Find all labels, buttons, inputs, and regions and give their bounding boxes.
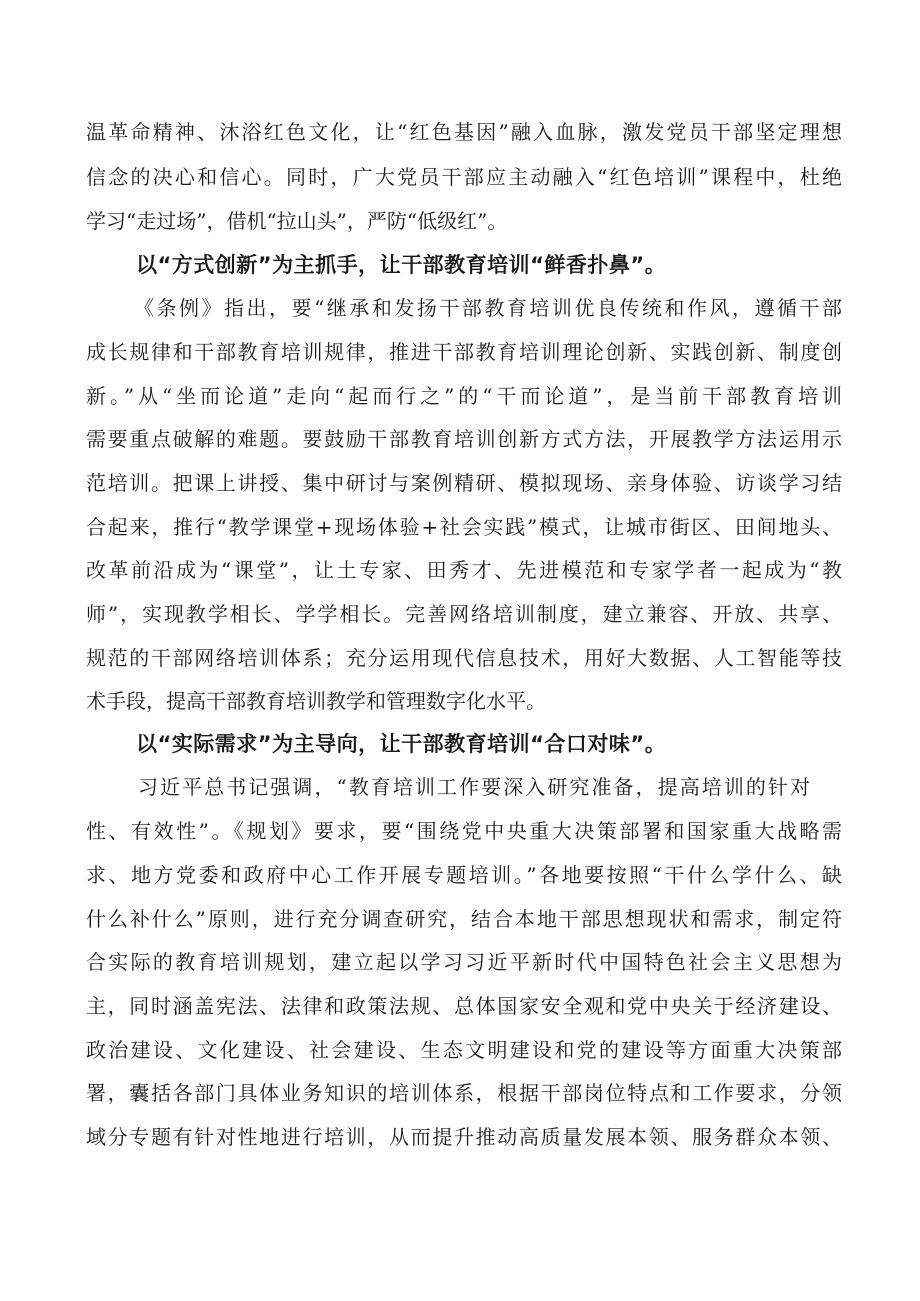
paragraph-line: 术手段，提高干部教育培训教学和管理数字化水平。 <box>86 689 546 713</box>
paragraph-line: 新。”从“坐而论道”走向“起而行之”的“干而论道”，是当前干部教育培训 <box>86 384 842 408</box>
paragraph-line: 合实际的教育培训规划，建立起以学习习近平新时代中国特色社会主义思想为 <box>86 950 842 974</box>
paragraph-line: 《条例》指出，要“继承和发扬干部教育培训优良传统和作风，遵循干部 <box>134 296 842 320</box>
paragraph-line: 政治建设、文化建设、社会建设、生态文明建设和党的建设等方面重大决策部 <box>86 1038 842 1062</box>
paragraph-line: 师”，实现教学相长、学学相长。完善网络培训制度，建立兼容、开放、共享、 <box>86 602 842 626</box>
paragraph-line: 域分专题有针对性地进行培训，从而提升推动高质量发展本领、服务群众本领、 <box>86 1125 842 1149</box>
paragraph-line: 学习“走过场”，借机“拉山头”，严防“低级红”。 <box>86 209 508 233</box>
paragraph-line: 习近平总书记强调，“教育培训工作要深入研究准备，提高培训的针对 <box>138 775 810 799</box>
paragraph-line: 信念的决心和信心。同时，广大党员干部应主动融入“红色培训”课程中，杜绝 <box>86 165 842 189</box>
paragraph-line: 改革前沿成为“课堂”，让土专家、田秀才、先进模范和专家学者一起成为“教 <box>86 558 842 582</box>
section-heading: 以“实际需求”为主导向，让干部教育培训“合口对味”。 <box>136 732 667 756</box>
paragraph-line: 温革命精神、沐浴红色文化，让“红色基因”融入血脉，激发党员干部坚定理想 <box>86 120 842 144</box>
paragraph-line: 需要重点破解的难题。要鼓励干部教育培训创新方式方法，开展教学方法运用示 <box>86 427 842 451</box>
paragraph-line: 什么补什么”原则，进行充分调查研究，结合本地干部思想现状和需求，制定符 <box>86 907 842 931</box>
paragraph-line: 署，囊括各部门具体业务知识的培训体系，根据干部岗位特点和工作要求，分领 <box>86 1081 842 1105</box>
paragraph-line: 求、地方党委和政府中心工作开展专题培训。”各地要按照“干什么学什么、缺 <box>86 863 842 887</box>
paragraph-line: 规范的干部网络培训体系；充分运用现代信息技术，用好大数据、人工智能等技 <box>86 646 842 670</box>
paragraph-line: 性、有效性”。《规划》要求，要“围绕党中央重大决策部署和国家重大战略需 <box>86 819 842 843</box>
paragraph-line: 范培训。把课上讲授、集中研讨与案例精研、模拟现场、亲身体验、访谈学习结 <box>86 471 842 495</box>
paragraph-line: 主，同时涵盖宪法、法律和政策法规、总体国家安全观和党中央关于经济建设、 <box>86 994 842 1018</box>
paragraph-line: 合起来，推行“教学课堂+现场体验+社会实践”模式，让城市街区、田间地头、 <box>86 515 842 539</box>
paragraph-line: 成长规律和干部教育培训规律，推进干部教育培训理论创新、实践创新、制度创 <box>86 340 842 364</box>
section-heading: 以“方式创新”为主抓手，让干部教育培训“鲜香扑鼻”。 <box>136 253 667 277</box>
